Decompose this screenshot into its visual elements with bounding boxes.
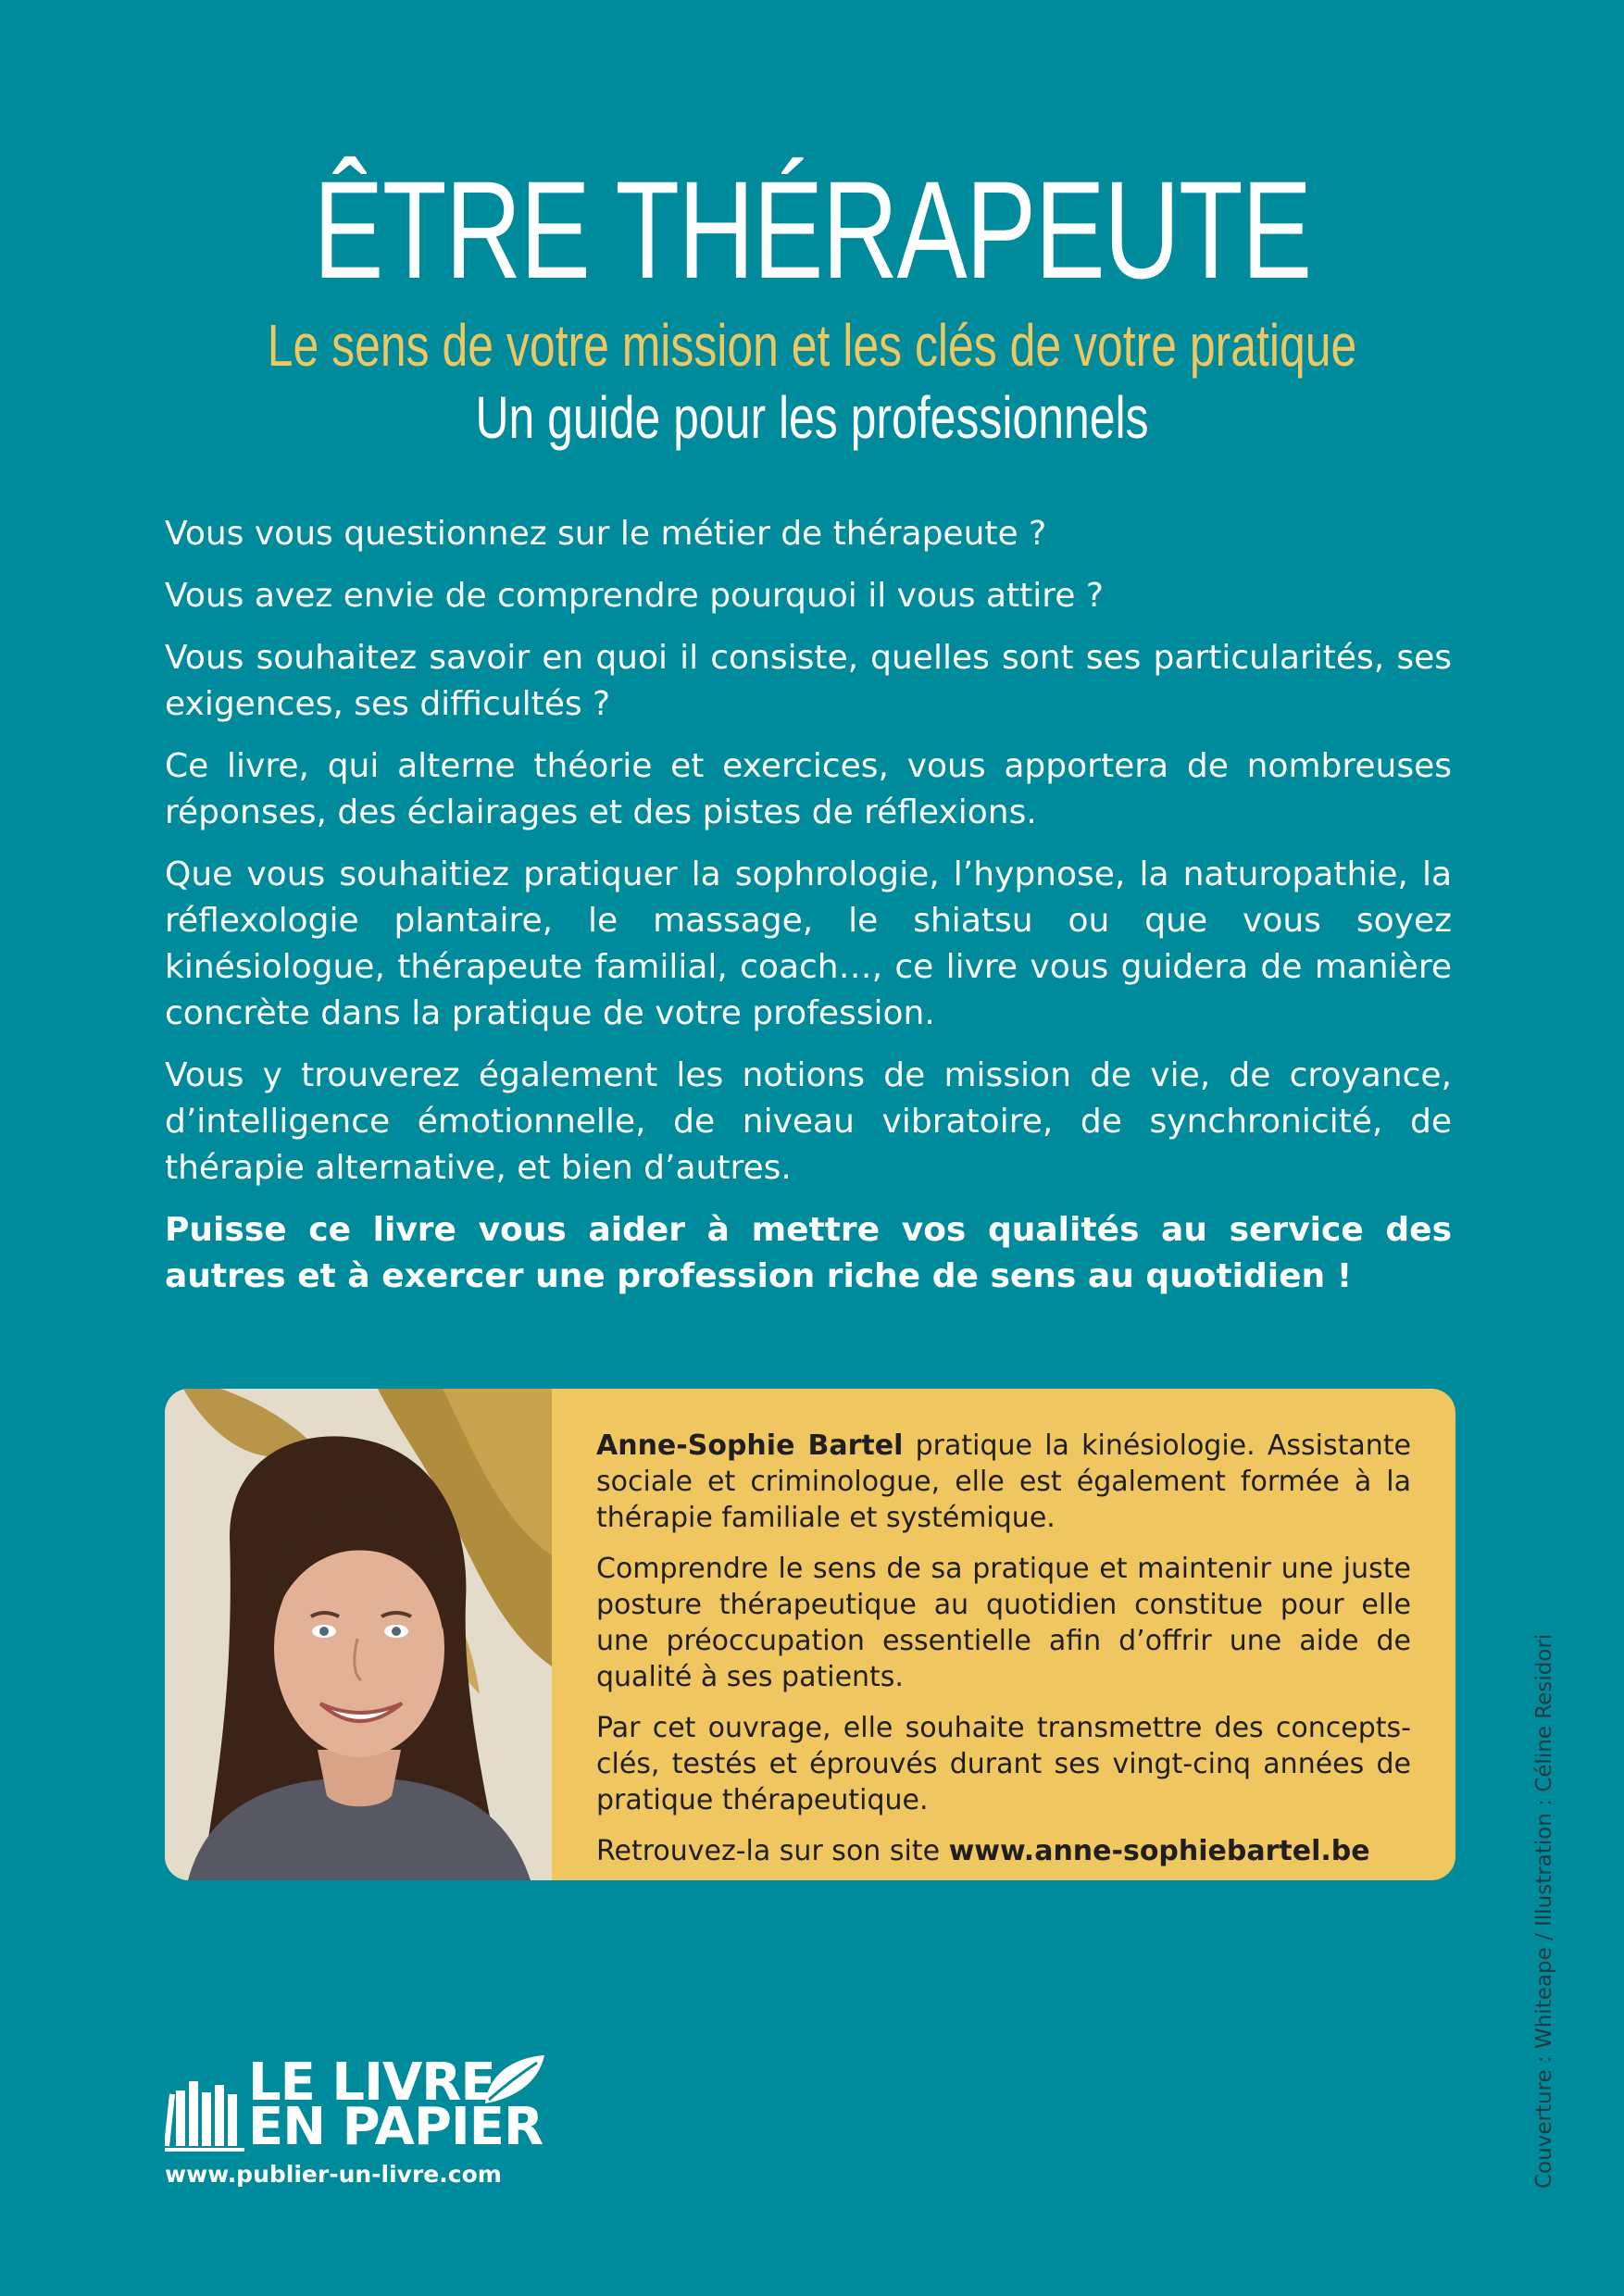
description-paragraph: Vous souhaitez savoir en quoi il consiste, quelles sont ses particularités, ses exigences, ses difficultés ? bbox=[165, 639, 1452, 723]
bio-intro bbox=[596, 1428, 1411, 1536]
closing-statement: Puisse ce livre vous aider à mettre vos qualités au service des autres et à exercer une profession riche de sens au quotidien ! bbox=[165, 1211, 1452, 1295]
cover-credit: Couverture : Whiteape / Illustration : Céline Residori bbox=[1532, 1633, 1556, 2189]
author-bio bbox=[596, 1428, 1411, 1880]
bio-intro-text: pratique la kinésiologie. Assistante sociale et criminologue, elle est également formée à la thérapie familiale et systémique. bbox=[596, 1429, 1412, 1534]
description-paragraph: Vous y trouverez également les notions de mission de vie, de croyance, d’intelligence émotionnelle, de niveau vibratoire, de synchronicité, de thérapie alternative, et bien d’autres. bbox=[165, 1056, 1452, 1187]
author-panel bbox=[165, 1389, 1455, 1880]
logo-line: EN PAPIER bbox=[248, 2097, 543, 2157]
publisher-logo bbox=[165, 2053, 554, 2190]
website-link[interactable]: www.anne-sophiebartel.be bbox=[948, 1835, 1370, 1867]
publisher-url[interactable]: www.publier-un-livre.com bbox=[165, 2161, 502, 2188]
author-photo bbox=[165, 1389, 552, 1880]
bio-paragraph: Comprendre le sens de sa pratique et maintenir une juste posture thérapeutique au quotidien constitue pour elle une préoccupation essentielle afin d’offrir une aide de qualité à ses patients. bbox=[596, 1553, 1411, 1693]
book-title: ÊTRE THÉRAPEUTE bbox=[313, 152, 1311, 307]
description-paragraph: Vous avez envie de comprendre pourquoi il vous attire ? bbox=[165, 577, 1104, 615]
book-tagline: Un guide pour les professionnels bbox=[475, 384, 1149, 451]
website-prefix: Retrouvez-la sur son site bbox=[596, 1835, 949, 1867]
author-name: Anne-Sophie Bartel bbox=[596, 1429, 904, 1462]
description-paragraph: Ce livre, qui alterne théorie et exercices, vous apportera de nombreuses réponses, des éclairages et des pistes de réflexions. bbox=[165, 747, 1452, 831]
books-icon bbox=[165, 2074, 244, 2152]
description-paragraph: Que vous souhaitiez pratiquer la sophrologie, l’hypnose, la naturopathie, la réflexologie plantaire, le massage, le shiatsu ou que vous soyez kinésiologue, thérapeute familial, coach…, ce livre vous guidera de manière concrète dans la pratique de votre profession. bbox=[165, 855, 1452, 1032]
logo-line: LE LIVRE bbox=[248, 2053, 495, 2113]
bio-paragraph: Par cet ouvrage, elle souhaite transmettre des concepts-clés, testés et éprouvés durant ses vingt-cinq années de pratique thérapeutique. bbox=[596, 1712, 1411, 1816]
description-paragraph: Vous vous questionnez sur le métier de thérapeute ? bbox=[165, 515, 1047, 553]
bio-website bbox=[596, 1833, 1411, 1869]
book-subtitle: Le sens de votre mission et les clés de votre pratique bbox=[267, 312, 1357, 379]
leaf-icon bbox=[480, 2053, 546, 2105]
description bbox=[165, 511, 1452, 1316]
